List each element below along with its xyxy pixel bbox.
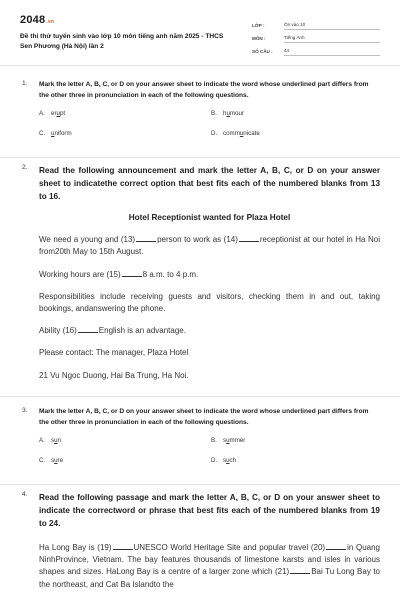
question-3 bbox=[22, 407, 380, 466]
announcement-title: Hotel Receptionist wanted for Plaza Hotel bbox=[128, 213, 291, 222]
meta-value-class: Ôn vào 10 bbox=[284, 22, 380, 30]
announcement-paragraph-4: Ability (16) English is an advantage. bbox=[39, 326, 186, 336]
meta-row-class bbox=[252, 17, 380, 30]
announcement-paragraph-3: Responsibilities include receiving guests and visitors, checking them in and out, taking bookings, andanswering the phone. bbox=[39, 291, 380, 314]
question-instruction: Mark the letter A, B, C, or D on your answer sheet to indicate the word whose underlined part differs from the other three in pronunciation in each of the following questions. bbox=[39, 408, 369, 426]
exam-title: Đề thi thử tuyển sinh vào lớp 10 môn tiếng anh năm 2025 - THCS Sen Phương (Hà Nội) lần 2 bbox=[20, 33, 224, 50]
option-c[interactable]: C. sure bbox=[39, 457, 64, 464]
answer-options bbox=[39, 428, 380, 466]
answer-options bbox=[39, 101, 380, 139]
option-b[interactable]: B. humour bbox=[211, 110, 245, 117]
exam-meta bbox=[252, 17, 380, 56]
question-number: 4. bbox=[22, 491, 28, 498]
blank-13 bbox=[136, 234, 156, 242]
question-number: 2. bbox=[22, 164, 28, 171]
option-d[interactable]: D. communicate bbox=[211, 130, 260, 137]
meta-label-subject: MÔN : bbox=[252, 36, 266, 41]
option-a[interactable]: A. sun bbox=[39, 437, 61, 444]
question-number: 3. bbox=[22, 407, 28, 414]
logo-suffix-text: .vn bbox=[46, 19, 55, 25]
question-1 bbox=[22, 80, 380, 139]
option-b[interactable]: B. summer bbox=[211, 437, 246, 444]
announcement-address: 21 Vu Ngoc Duong, Hai Ba Trung, Ha Noi. bbox=[39, 370, 189, 380]
meta-row-count bbox=[252, 43, 380, 56]
blank-19 bbox=[113, 542, 133, 550]
question-2 bbox=[22, 164, 380, 203]
meta-label-count: SỐ CÂU : bbox=[252, 49, 273, 54]
option-a[interactable]: A. erupt bbox=[39, 110, 66, 117]
meta-row-subject bbox=[252, 30, 380, 43]
meta-value-count: 44 bbox=[284, 48, 380, 56]
meta-label-class: LỚP : bbox=[252, 23, 265, 28]
document-header bbox=[0, 0, 400, 66]
question-4 bbox=[22, 491, 380, 530]
section-divider bbox=[0, 157, 400, 158]
meta-value-subject: Tiếng Anh bbox=[284, 35, 380, 43]
passage-paragraph: Ha Long Bay is (19) UNESCO World Heritage Site and popular travel (20) in Quang NinhProvince, Vietnam. The bay features thousands of limestone karsts and isles in various shapes and sizes. HaLong Bay is a centre of a larger zone which (21) Bai Tu Long Bay to the northeast, and Cat Ba Islandto the bbox=[39, 543, 381, 589]
question-instruction: Read the following passage and mark the letter A, B, C, or D on your answer sheet to indicate the correctword or phrase that best fits each of the numbered blanks from 19 to 24. bbox=[39, 493, 380, 528]
logo-main-text: 2048 bbox=[20, 14, 46, 26]
reading-passage bbox=[39, 542, 380, 591]
option-d[interactable]: D. such bbox=[211, 457, 237, 464]
blank-21 bbox=[290, 566, 310, 574]
announcement-paragraph-1: We need a young and (13) person to work as (14) receptionist at our hotel in Ha Noi from20th May to 15th August. bbox=[39, 235, 380, 257]
question-instruction: Read the following announcement and mark the letter A, B, C, or D on your answer sheet to indicatethe correct option that best fits each of the numbered blanks from 13 to 16. bbox=[39, 166, 380, 201]
question-number: 1. bbox=[22, 80, 28, 87]
blank-20 bbox=[326, 542, 346, 550]
blank-16 bbox=[78, 325, 98, 333]
site-logo[interactable] bbox=[20, 14, 54, 26]
blank-14 bbox=[239, 234, 259, 242]
announcement-contact: Please contact: The manager, Plaza Hotel bbox=[39, 348, 189, 358]
section-divider bbox=[0, 484, 400, 485]
blank-15 bbox=[122, 269, 142, 277]
section-divider bbox=[0, 396, 400, 397]
announcement bbox=[39, 212, 380, 382]
announcement-paragraph-2: Working hours are (15) 8 a.m. to 4 p.m. bbox=[39, 269, 199, 279]
question-instruction: Mark the letter A, B, C, or D on your answer sheet to indicate the word whose underlined part differs from the other three in pronunciation in each of the following questions. bbox=[39, 81, 369, 99]
option-c[interactable]: C. uniform bbox=[39, 130, 72, 137]
